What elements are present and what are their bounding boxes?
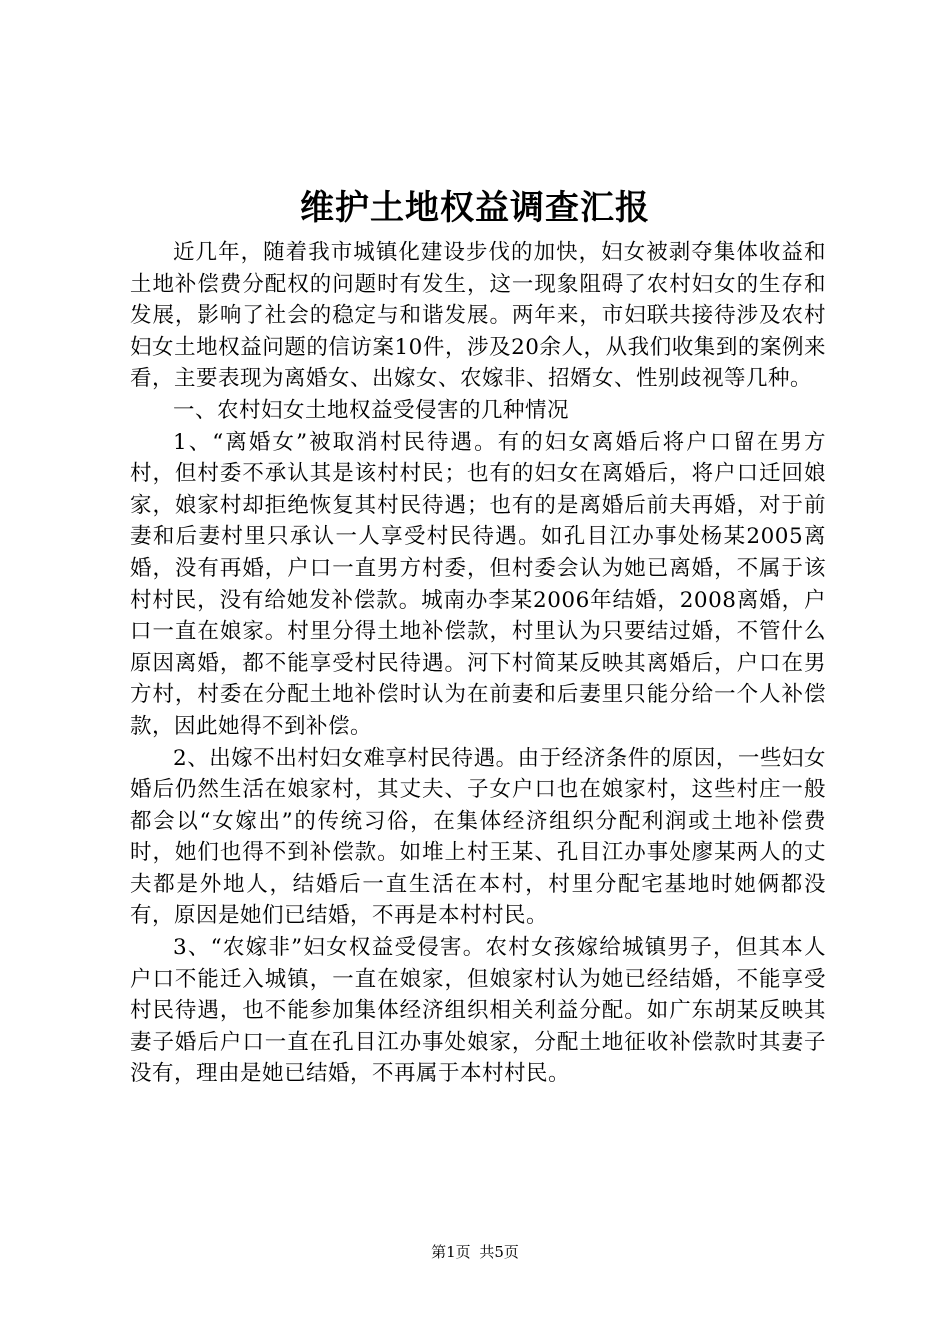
section-heading: 一、农村妇女土地权益受侵害的几种情况: [173, 397, 570, 423]
paragraph-case-2: 2、出嫁不出村妇女难享村民待遇。由于经济条件的原因，一些妇女婚后仍然生活在娘家村，其丈夫、子女户口也在娘家村，这些村庄一般都会以“女嫁出”的传统习俗，在集体经济组织分配利润或土地补偿费时，她们也得不到补偿款。如堆上村王某、孔目江办事处廖某两人的丈夫都是外地人，结婚后一直生活在本村，村里分配宅基地时她俩都没有，原因是她们已结婚，不再是本村村民。: [130, 745, 826, 929]
paragraph-intro: 近几年，随着我市城镇化建设步伐的加快，妇女被剥夺集体收益和土地补偿费分配权的问题时有发生，这一现象阻碍了农村妇女的生存和发展，影响了社会的稳定与和谐发展。两年来，市妇联共接待涉及农村妇女土地权益问题的信访案10件，涉及20余人，从我们收集到的案例来看，主要表现为离婚女、出嫁女、农嫁非、招婿女、性别歧视等几种。: [130, 240, 826, 392]
page-number: 第1页: [431, 1243, 471, 1261]
page-total: 共5页: [479, 1243, 519, 1261]
paragraph-case-1: 1、“离婚女”被取消村民待遇。有的妇女离婚后将户口留在男方村，但村委不承认其是该村村民；也有的妇女在离婚后，将户口迁回娘家，娘家村却拒绝恢复其村民待遇；也有的是离婚后前夫再婚，对于前妻和后妻村里只承认一人享受村民待遇。如孔目江办事处杨某2005离婚，没有再婚，户口一直男方村委，但村委会认为她已离婚，不属于该村村民，没有给她发补偿款。城南办李某2006年结婚，2008离婚，户口一直在娘家。村里分得土地补偿款，村里认为只要结过婚，不管什么原因离婚，都不能享受村民待遇。河下村简某反映其离婚后，户口在男方村，村委在分配土地补偿时认为在前妻和后妻里只能分给一个人补偿款，因此她得不到补偿。: [130, 429, 826, 739]
page-footer: [0, 1240, 950, 1264]
document-title: 维护土地权益调查汇报: [300, 188, 650, 228]
document-body: [130, 237, 826, 1090]
paragraph-case-3: 3、“农嫁非”妇女权益受侵害。农村女孩嫁给城镇男子，但其本人户口不能迁入城镇，一直在娘家，但娘家村认为她已经结婚，不能享受村民待遇，也不能参加集体经济组织相关利益分配。如广东胡某反映其妻子婚后户口一直在孔目江办事处娘家，分配土地征收补偿款时其妻子没有，理由是她已结婚，不再属于本村村民。: [130, 935, 826, 1087]
